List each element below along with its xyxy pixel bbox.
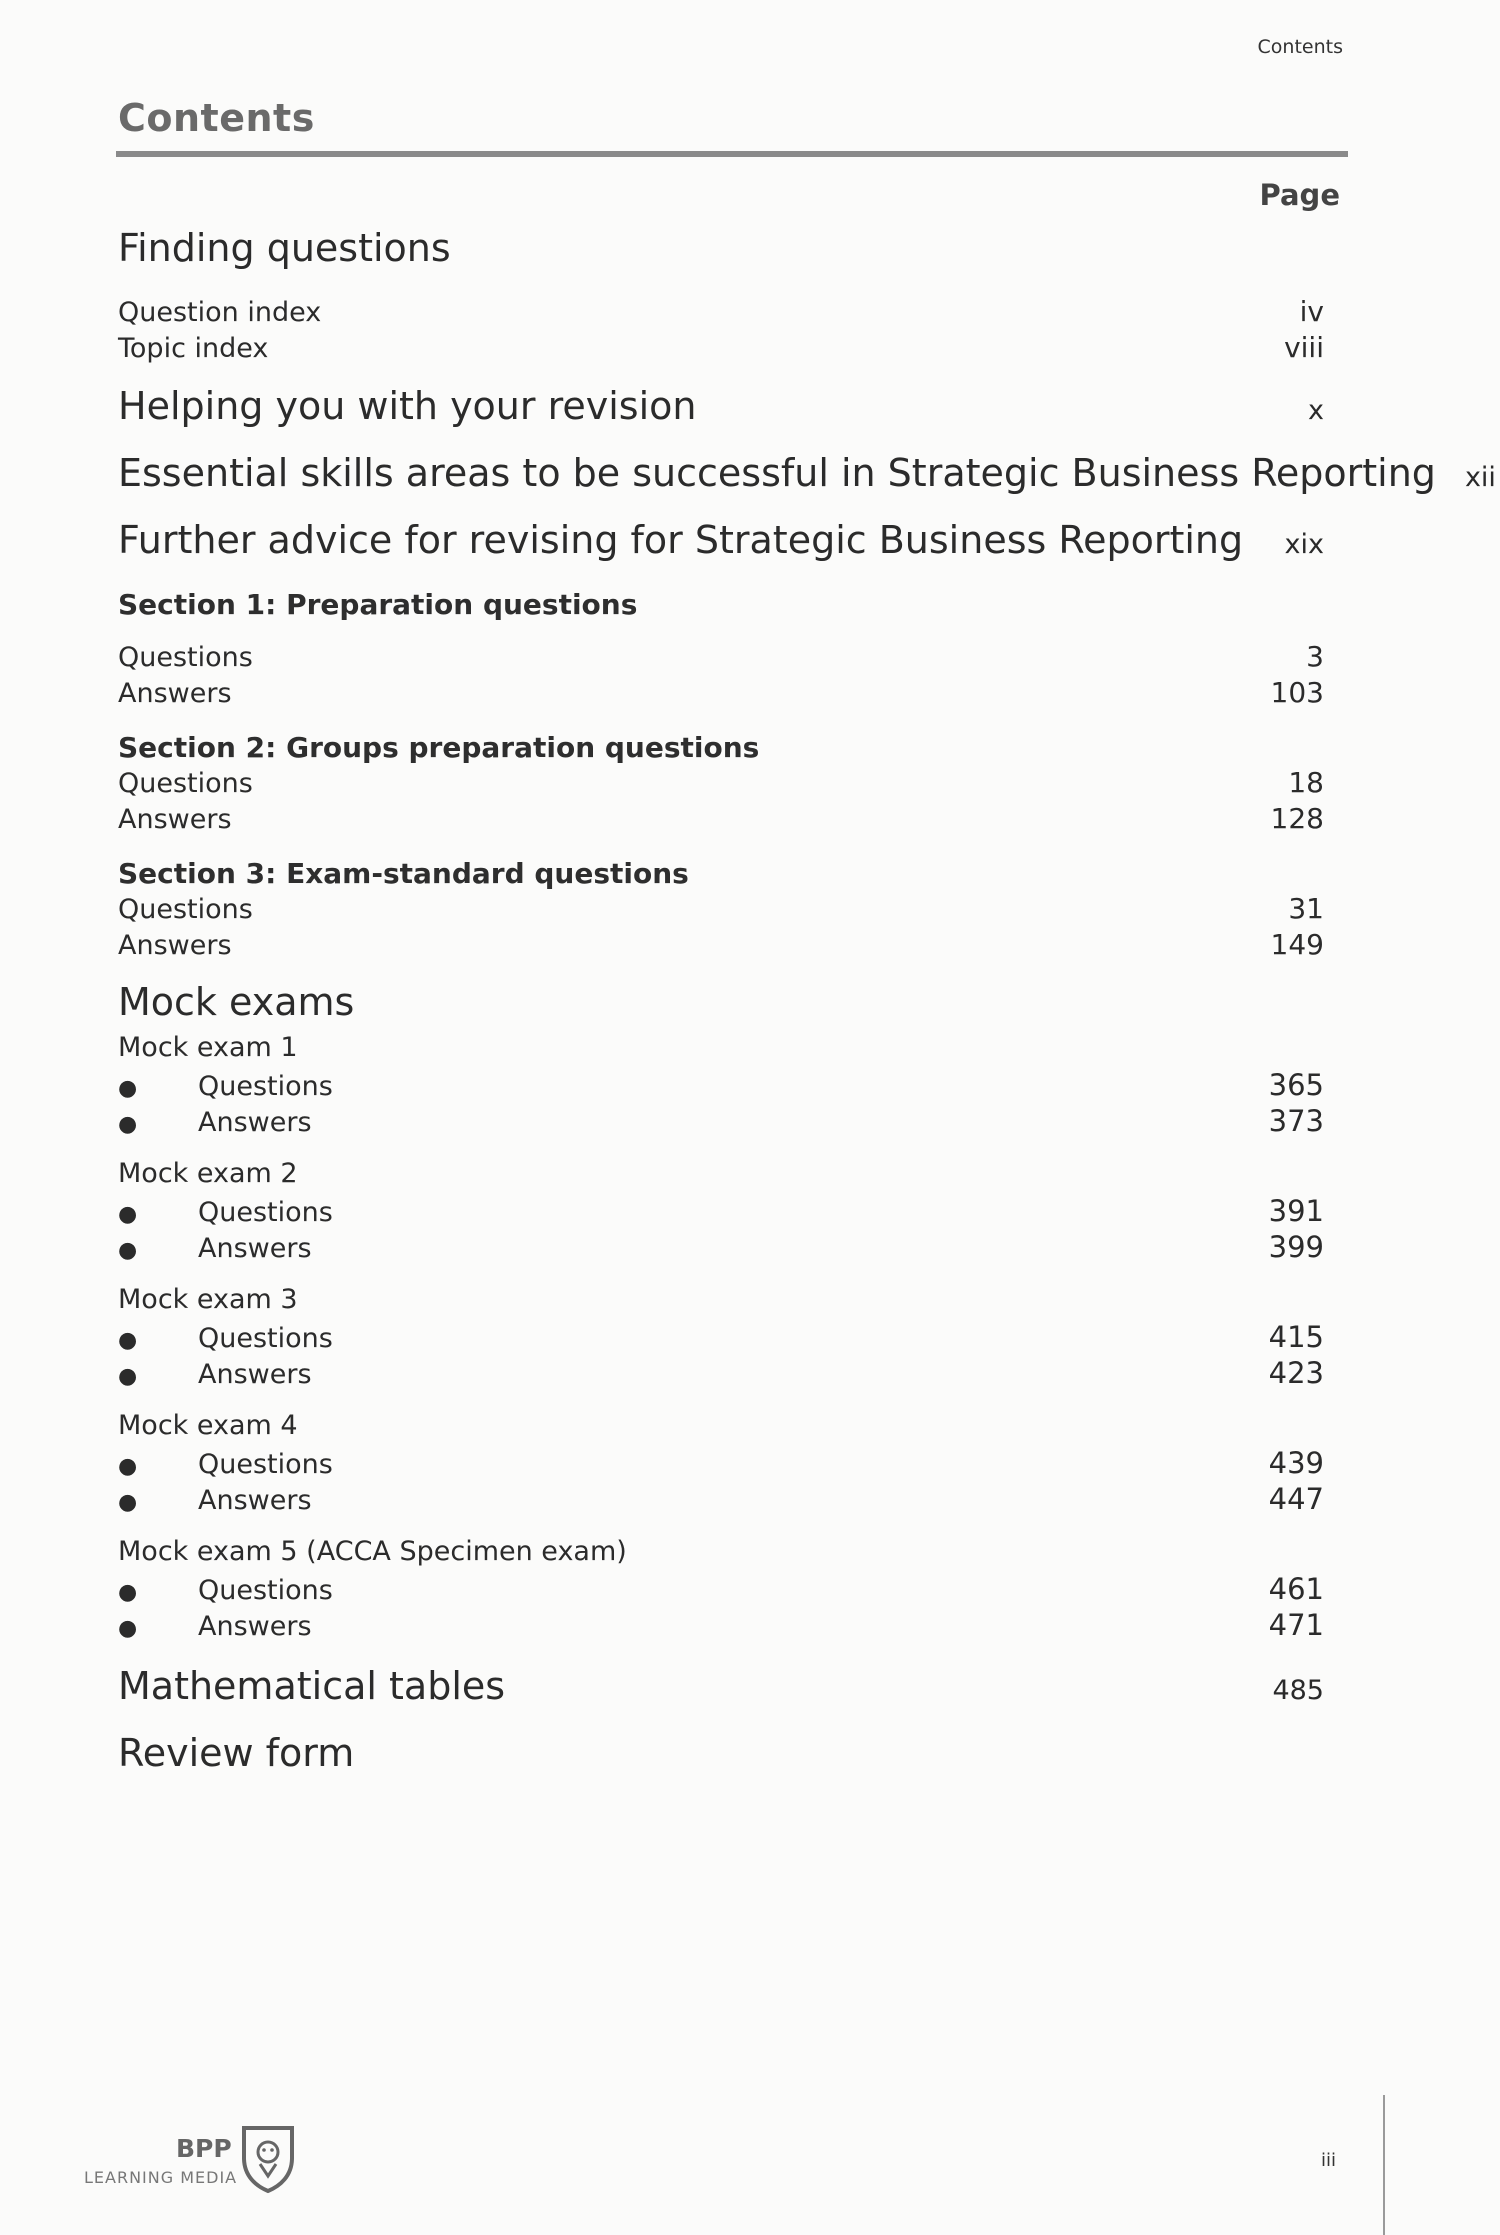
toc-heading[interactable] [118, 1731, 1324, 1775]
toc-entry[interactable] [118, 640, 1324, 673]
toc-heading-label: Finding questions [118, 226, 451, 270]
page-edge-line [1383, 2095, 1385, 2235]
toc-entry-label: Question index [118, 297, 322, 328]
toc-bullet-entry[interactable] [118, 1356, 1324, 1390]
toc-heading[interactable] [118, 518, 1324, 562]
page-column-label: Page [1259, 178, 1340, 212]
toc-page-number: viii [1284, 331, 1324, 364]
toc-entry[interactable] [118, 295, 1324, 328]
toc-bullet-entry[interactable] [118, 1320, 1324, 1354]
bullet-icon: ● [118, 1490, 138, 1515]
toc-heading[interactable] [118, 1664, 1324, 1708]
toc-heading[interactable] [118, 980, 1324, 1024]
toc-page-number: 485 [1272, 1675, 1324, 1706]
toc-entry-label: Mock exam 1 [118, 1032, 298, 1063]
bullet-icon: ● [118, 1454, 138, 1479]
toc-heading[interactable] [118, 226, 1324, 270]
toc-page-number: 399 [1268, 1230, 1324, 1264]
toc-heading-label: Mathematical tables [118, 1664, 506, 1708]
toc-page-number: xix [1284, 529, 1324, 560]
lion-shield-icon [238, 2124, 298, 2194]
toc-entry-label: Topic index [118, 333, 269, 364]
toc-entry-label: Answers [198, 1485, 312, 1516]
toc-entry-label: Mock exam 4 [118, 1410, 298, 1441]
toc-entry-label: Questions [198, 1197, 333, 1228]
toc-entry-label: Answers [198, 1611, 312, 1642]
toc-page-number: 365 [1268, 1068, 1324, 1102]
toc-page-number: 471 [1268, 1608, 1324, 1642]
toc-entry[interactable] [118, 1158, 1324, 1189]
toc-page-number: 373 [1268, 1104, 1324, 1138]
toc-page-number: 31 [1288, 892, 1324, 925]
toc-heading-label: Mock exams [118, 980, 355, 1024]
toc-entry[interactable] [118, 676, 1324, 709]
toc-page-number: 3 [1306, 640, 1324, 673]
toc-entry-label: Questions [198, 1071, 333, 1102]
toc-page-number: 461 [1268, 1572, 1324, 1606]
toc-page-number: x [1308, 395, 1324, 426]
toc-entry-label: Mock exam 3 [118, 1284, 298, 1315]
toc-section-label: Section 1: Preparation questions [118, 588, 638, 621]
toc-entry-label: Questions [118, 642, 253, 673]
toc-page-number: iv [1299, 295, 1324, 328]
toc-page-number: 415 [1268, 1320, 1324, 1354]
bullet-icon: ● [118, 1328, 138, 1353]
toc-entry-label: Answers [198, 1359, 312, 1390]
toc-entry-label: Questions [198, 1323, 333, 1354]
toc-section-heading[interactable] [118, 588, 1324, 621]
toc-page-number: xii [1464, 462, 1496, 493]
title-rule [116, 151, 1348, 157]
toc-entry[interactable] [118, 1410, 1324, 1441]
toc-entry-label: Questions [118, 894, 253, 925]
toc-entry-label: Questions [198, 1575, 333, 1606]
toc-entry-label: Answers [198, 1233, 312, 1264]
bullet-icon: ● [118, 1580, 138, 1605]
page-folio: iii [1320, 2150, 1336, 2171]
toc-bullet-entry[interactable] [118, 1194, 1324, 1228]
toc-page-number: 149 [1270, 928, 1324, 961]
toc-entry-label: Questions [198, 1449, 333, 1480]
publisher-subbrand: LEARNING MEDIA [84, 2168, 238, 2187]
toc-entry[interactable] [118, 802, 1324, 835]
toc-page-number: 423 [1268, 1356, 1324, 1390]
toc-bullet-entry[interactable] [118, 1572, 1324, 1606]
toc-heading[interactable] [118, 451, 1496, 495]
bullet-icon: ● [118, 1202, 138, 1227]
toc-entry[interactable] [118, 928, 1324, 961]
toc-heading-label: Further advice for revising for Strategic Business Reporting [118, 518, 1244, 562]
toc-bullet-entry[interactable] [118, 1068, 1324, 1102]
toc-entry-label: Questions [118, 768, 253, 799]
bullet-icon: ● [118, 1076, 138, 1101]
toc-entry-label: Answers [118, 678, 232, 709]
toc-entry-label: Answers [118, 804, 232, 835]
toc-page-number: 447 [1268, 1482, 1324, 1516]
toc-entry[interactable] [118, 331, 1324, 364]
toc-page-number: 128 [1270, 802, 1324, 835]
running-header: Contents [1257, 36, 1343, 58]
publisher-logo [84, 2124, 304, 2194]
publisher-brand: BPP [176, 2134, 232, 2163]
toc-page-number: 391 [1268, 1194, 1324, 1228]
toc-page-number: 103 [1270, 676, 1324, 709]
toc-section-heading[interactable] [118, 857, 1324, 890]
toc-bullet-entry[interactable] [118, 1104, 1324, 1138]
toc-bullet-entry[interactable] [118, 1230, 1324, 1264]
toc-section-heading[interactable] [118, 731, 1324, 764]
toc-heading-label: Helping you with your revision [118, 384, 697, 428]
toc-bullet-entry[interactable] [118, 1446, 1324, 1480]
toc-entry[interactable] [118, 1284, 1324, 1315]
bullet-icon: ● [118, 1616, 138, 1641]
toc-bullet-entry[interactable] [118, 1482, 1324, 1516]
toc-heading[interactable] [118, 384, 1324, 428]
bullet-icon: ● [118, 1112, 138, 1137]
toc-entry-label: Mock exam 2 [118, 1158, 298, 1189]
toc-bullet-entry[interactable] [118, 1608, 1324, 1642]
toc-heading-label: Review form [118, 1731, 355, 1775]
bullet-icon: ● [118, 1364, 138, 1389]
toc-section-label: Section 2: Groups preparation questions [118, 731, 760, 764]
toc-heading-label: Essential skills areas to be successful in Strategic Business Reporting [118, 451, 1436, 495]
page-title: Contents [118, 96, 315, 140]
toc-entry[interactable] [118, 892, 1324, 925]
toc-entry-label: Answers [198, 1107, 312, 1138]
toc-entry[interactable] [118, 766, 1324, 799]
toc-entry[interactable] [118, 1536, 1324, 1567]
toc-entry-label: Mock exam 5 (ACCA Specimen exam) [118, 1536, 627, 1567]
toc-page-number: 439 [1268, 1446, 1324, 1480]
toc-section-label: Section 3: Exam-standard questions [118, 857, 689, 890]
toc-entry[interactable] [118, 1032, 1324, 1063]
bullet-icon: ● [118, 1238, 138, 1263]
toc-page-number: 18 [1288, 766, 1324, 799]
toc-entry-label: Answers [118, 930, 232, 961]
